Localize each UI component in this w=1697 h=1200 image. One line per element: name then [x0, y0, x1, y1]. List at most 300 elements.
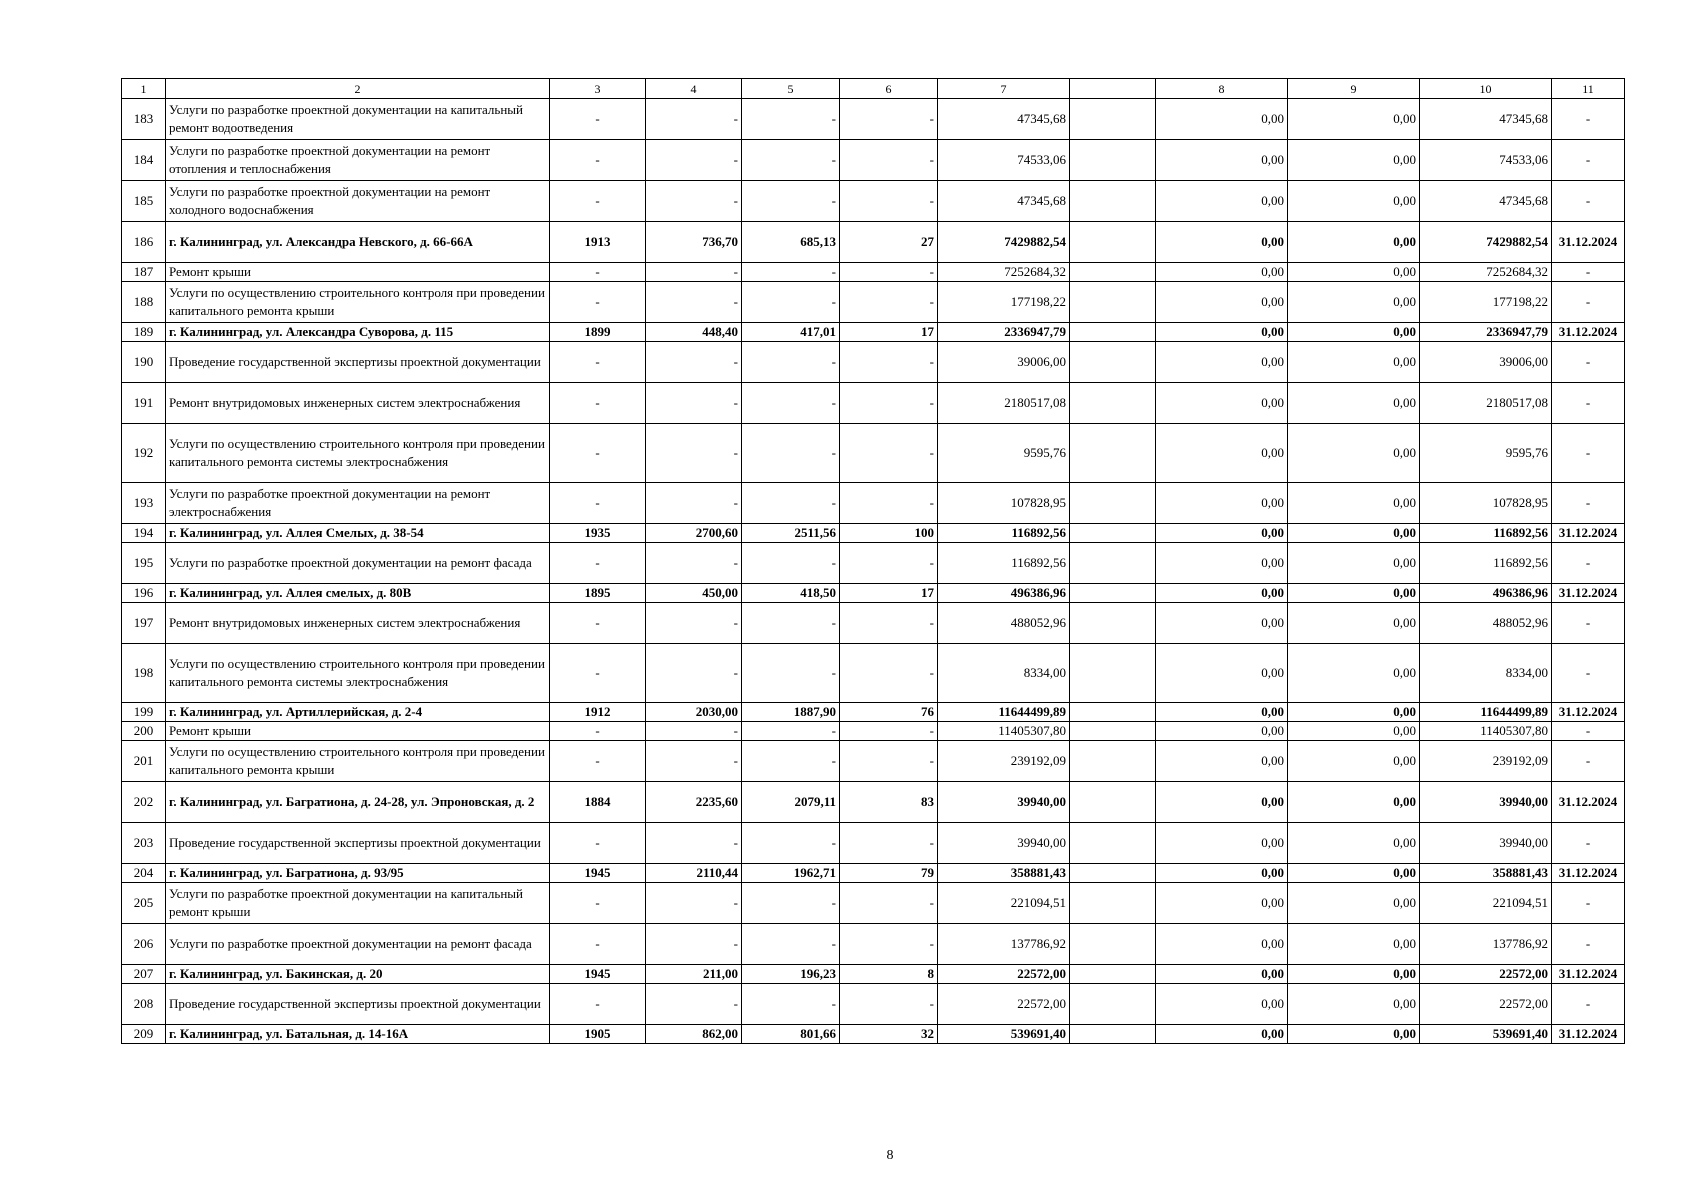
- row-number-cell: 203: [122, 823, 166, 864]
- year-cell: 1899: [550, 323, 646, 342]
- living-area-cell: 2079,11: [742, 782, 840, 823]
- total-area-cell: -: [646, 543, 742, 584]
- year-cell: -: [550, 603, 646, 644]
- work-item-row: [122, 483, 1625, 524]
- residents-cell: -: [840, 741, 938, 782]
- total-cost-cell: 2180517,08: [938, 383, 1070, 424]
- total-cost-cell: 488052,96: [938, 603, 1070, 644]
- total-cost-cell: 2336947,79: [938, 323, 1070, 342]
- living-area-cell: 196,23: [742, 965, 840, 984]
- fund-cost-cell: 0,00: [1156, 924, 1288, 965]
- living-area-cell: 417,01: [742, 323, 840, 342]
- residents-cell: -: [840, 99, 938, 140]
- living-area-cell: 2511,56: [742, 524, 840, 543]
- blank-cell: [1070, 483, 1156, 524]
- work-item-row: [122, 644, 1625, 703]
- year-cell: -: [550, 644, 646, 703]
- completion-date-cell: -: [1552, 424, 1625, 483]
- residents-cell: -: [840, 883, 938, 924]
- blank-cell: [1070, 924, 1156, 965]
- work-item-row: [122, 543, 1625, 584]
- budget-cost-cell: 0,00: [1288, 984, 1420, 1025]
- budget-cost-cell: 0,00: [1288, 424, 1420, 483]
- year-cell: -: [550, 140, 646, 181]
- residents-cell: 8: [840, 965, 938, 984]
- residents-cell: 79: [840, 864, 938, 883]
- blank-cell: [1070, 342, 1156, 383]
- owners-cost-cell: 107828,95: [1420, 483, 1552, 524]
- living-area-cell: 801,66: [742, 1025, 840, 1044]
- budget-cost-cell: 0,00: [1288, 263, 1420, 282]
- residents-cell: -: [840, 282, 938, 323]
- work-item-row: [122, 424, 1625, 483]
- budget-cost-cell: 0,00: [1288, 181, 1420, 222]
- header-cell: 6: [840, 79, 938, 99]
- work-description-cell: Услуги по разработке проектной документации на ремонт фасада: [166, 543, 550, 584]
- row-number-cell: 207: [122, 965, 166, 984]
- year-cell: -: [550, 543, 646, 584]
- work-description-cell: г. Калининград, ул. Аллея Смелых, д. 38-54: [166, 524, 550, 543]
- living-area-cell: -: [742, 342, 840, 383]
- residents-cell: -: [840, 483, 938, 524]
- living-area-cell: 1887,90: [742, 703, 840, 722]
- fund-cost-cell: 0,00: [1156, 263, 1288, 282]
- living-area-cell: -: [742, 984, 840, 1025]
- year-cell: -: [550, 483, 646, 524]
- row-number-cell: 201: [122, 741, 166, 782]
- living-area-cell: 685,13: [742, 222, 840, 263]
- total-area-cell: -: [646, 483, 742, 524]
- fund-cost-cell: 0,00: [1156, 603, 1288, 644]
- residents-cell: -: [840, 342, 938, 383]
- owners-cost-cell: 177198,22: [1420, 282, 1552, 323]
- total-cost-cell: 11405307,80: [938, 722, 1070, 741]
- work-item-row: [122, 282, 1625, 323]
- fund-cost-cell: 0,00: [1156, 584, 1288, 603]
- residents-cell: -: [840, 984, 938, 1025]
- blank-cell: [1070, 263, 1156, 282]
- row-number-cell: 187: [122, 263, 166, 282]
- completion-date-cell: 31.12.2024: [1552, 1025, 1625, 1044]
- header-cell: 7: [938, 79, 1070, 99]
- blank-cell: [1070, 524, 1156, 543]
- blank-cell: [1070, 99, 1156, 140]
- owners-cost-cell: 137786,92: [1420, 924, 1552, 965]
- building-row: [122, 864, 1625, 883]
- table-body: [122, 99, 1625, 1044]
- blank-cell: [1070, 1025, 1156, 1044]
- completion-date-cell: -: [1552, 823, 1625, 864]
- total-cost-cell: 9595,76: [938, 424, 1070, 483]
- owners-cost-cell: 7252684,32: [1420, 263, 1552, 282]
- year-cell: -: [550, 424, 646, 483]
- budget-cost-cell: 0,00: [1288, 883, 1420, 924]
- blank-cell: [1070, 864, 1156, 883]
- total-area-cell: -: [646, 282, 742, 323]
- total-cost-cell: 22572,00: [938, 984, 1070, 1025]
- year-cell: -: [550, 99, 646, 140]
- completion-date-cell: -: [1552, 263, 1625, 282]
- budget-cost-cell: 0,00: [1288, 722, 1420, 741]
- total-cost-cell: 7252684,32: [938, 263, 1070, 282]
- total-area-cell: -: [646, 741, 742, 782]
- budget-cost-cell: 0,00: [1288, 222, 1420, 263]
- blank-cell: [1070, 984, 1156, 1025]
- row-number-cell: 192: [122, 424, 166, 483]
- owners-cost-cell: 11644499,89: [1420, 703, 1552, 722]
- work-description-cell: Услуги по разработке проектной документации на капитальный ремонт крыши: [166, 883, 550, 924]
- residents-cell: -: [840, 644, 938, 703]
- header-cell: 11: [1552, 79, 1625, 99]
- work-description-cell: Услуги по разработке проектной документации на ремонт холодного водоснабжения: [166, 181, 550, 222]
- residents-cell: 100: [840, 524, 938, 543]
- total-area-cell: -: [646, 181, 742, 222]
- work-description-cell: Услуги по осуществлению строительного контроля при проведении капитального ремонта крыши: [166, 282, 550, 323]
- fund-cost-cell: 0,00: [1156, 524, 1288, 543]
- completion-date-cell: -: [1552, 603, 1625, 644]
- work-description-cell: Ремонт крыши: [166, 722, 550, 741]
- header-cell: 4: [646, 79, 742, 99]
- total-cost-cell: 74533,06: [938, 140, 1070, 181]
- owners-cost-cell: 221094,51: [1420, 883, 1552, 924]
- completion-date-cell: 31.12.2024: [1552, 323, 1625, 342]
- residents-cell: -: [840, 924, 938, 965]
- fund-cost-cell: 0,00: [1156, 782, 1288, 823]
- work-item-row: [122, 883, 1625, 924]
- living-area-cell: -: [742, 383, 840, 424]
- row-number-cell: 186: [122, 222, 166, 263]
- total-area-cell: -: [646, 722, 742, 741]
- row-number-cell: 194: [122, 524, 166, 543]
- work-item-row: [122, 140, 1625, 181]
- owners-cost-cell: 39006,00: [1420, 342, 1552, 383]
- year-cell: -: [550, 263, 646, 282]
- total-cost-cell: 47345,68: [938, 181, 1070, 222]
- header-cell: 2: [166, 79, 550, 99]
- work-item-row: [122, 984, 1625, 1025]
- total-cost-cell: 39940,00: [938, 823, 1070, 864]
- budget-cost-cell: 0,00: [1288, 99, 1420, 140]
- year-cell: -: [550, 924, 646, 965]
- work-description-cell: г. Калининград, ул. Батальная, д. 14-16А: [166, 1025, 550, 1044]
- total-area-cell: -: [646, 342, 742, 383]
- owners-cost-cell: 74533,06: [1420, 140, 1552, 181]
- blank-cell: [1070, 782, 1156, 823]
- fund-cost-cell: 0,00: [1156, 282, 1288, 323]
- year-cell: -: [550, 883, 646, 924]
- blank-cell: [1070, 883, 1156, 924]
- fund-cost-cell: 0,00: [1156, 703, 1288, 722]
- year-cell: 1884: [550, 782, 646, 823]
- fund-cost-cell: 0,00: [1156, 383, 1288, 424]
- total-cost-cell: 107828,95: [938, 483, 1070, 524]
- owners-cost-cell: 2336947,79: [1420, 323, 1552, 342]
- fund-cost-cell: 0,00: [1156, 984, 1288, 1025]
- total-area-cell: 736,70: [646, 222, 742, 263]
- residents-cell: -: [840, 543, 938, 584]
- row-number-cell: 206: [122, 924, 166, 965]
- owners-cost-cell: 9595,76: [1420, 424, 1552, 483]
- residents-cell: -: [840, 722, 938, 741]
- owners-cost-cell: 116892,56: [1420, 543, 1552, 584]
- living-area-cell: -: [742, 99, 840, 140]
- residents-cell: 83: [840, 782, 938, 823]
- total-cost-cell: 7429882,54: [938, 222, 1070, 263]
- building-row: [122, 584, 1625, 603]
- total-area-cell: -: [646, 644, 742, 703]
- year-cell: 1905: [550, 1025, 646, 1044]
- owners-cost-cell: 39940,00: [1420, 782, 1552, 823]
- budget-cost-cell: 0,00: [1288, 584, 1420, 603]
- row-number-cell: 199: [122, 703, 166, 722]
- completion-date-cell: -: [1552, 140, 1625, 181]
- living-area-cell: -: [742, 823, 840, 864]
- total-area-cell: 2110,44: [646, 864, 742, 883]
- total-cost-cell: 11644499,89: [938, 703, 1070, 722]
- row-number-cell: 191: [122, 383, 166, 424]
- fund-cost-cell: 0,00: [1156, 342, 1288, 383]
- residents-cell: 17: [840, 323, 938, 342]
- work-description-cell: г. Калининград, ул. Бакинская, д. 20: [166, 965, 550, 984]
- work-description-cell: Услуги по осуществлению строительного контроля при проведении капитального ремонта крыши: [166, 741, 550, 782]
- work-description-cell: г. Калининград, ул. Александра Суворова, д. 115: [166, 323, 550, 342]
- blank-cell: [1070, 603, 1156, 644]
- work-description-cell: Услуги по осуществлению строительного контроля при проведении капитального ремонта системы электроснабжения: [166, 424, 550, 483]
- total-area-cell: 2030,00: [646, 703, 742, 722]
- total-cost-cell: 496386,96: [938, 584, 1070, 603]
- completion-date-cell: 31.12.2024: [1552, 524, 1625, 543]
- owners-cost-cell: 2180517,08: [1420, 383, 1552, 424]
- work-item-row: [122, 263, 1625, 282]
- owners-cost-cell: 488052,96: [1420, 603, 1552, 644]
- budget-cost-cell: 0,00: [1288, 823, 1420, 864]
- living-area-cell: -: [742, 140, 840, 181]
- fund-cost-cell: 0,00: [1156, 1025, 1288, 1044]
- fund-cost-cell: 0,00: [1156, 741, 1288, 782]
- living-area-cell: -: [742, 924, 840, 965]
- row-number-cell: 185: [122, 181, 166, 222]
- work-description-cell: Проведение государственной экспертизы проектной документации: [166, 984, 550, 1025]
- budget-cost-cell: 0,00: [1288, 924, 1420, 965]
- row-number-cell: 197: [122, 603, 166, 644]
- completion-date-cell: 31.12.2024: [1552, 222, 1625, 263]
- completion-date-cell: -: [1552, 543, 1625, 584]
- living-area-cell: -: [742, 603, 840, 644]
- fund-cost-cell: 0,00: [1156, 323, 1288, 342]
- row-number-cell: 188: [122, 282, 166, 323]
- budget-cost-cell: 0,00: [1288, 323, 1420, 342]
- blank-cell: [1070, 703, 1156, 722]
- total-area-cell: -: [646, 603, 742, 644]
- total-area-cell: -: [646, 883, 742, 924]
- blank-cell: [1070, 823, 1156, 864]
- owners-cost-cell: 496386,96: [1420, 584, 1552, 603]
- total-area-cell: 2235,60: [646, 782, 742, 823]
- budget-cost-cell: 0,00: [1288, 524, 1420, 543]
- living-area-cell: -: [742, 644, 840, 703]
- blank-cell: [1070, 181, 1156, 222]
- fund-cost-cell: 0,00: [1156, 823, 1288, 864]
- residents-cell: 17: [840, 584, 938, 603]
- blank-cell: [1070, 222, 1156, 263]
- header-cell: 1: [122, 79, 166, 99]
- blank-cell: [1070, 543, 1156, 584]
- work-item-row: [122, 741, 1625, 782]
- total-cost-cell: 39006,00: [938, 342, 1070, 383]
- budget-cost-cell: 0,00: [1288, 703, 1420, 722]
- row-number-cell: 190: [122, 342, 166, 383]
- total-cost-cell: 137786,92: [938, 924, 1070, 965]
- total-area-cell: 2700,60: [646, 524, 742, 543]
- work-item-row: [122, 181, 1625, 222]
- owners-cost-cell: 47345,68: [1420, 181, 1552, 222]
- completion-date-cell: 31.12.2024: [1552, 965, 1625, 984]
- work-description-cell: Услуги по разработке проектной документации на ремонт отопления и теплоснабжения: [166, 140, 550, 181]
- owners-cost-cell: 539691,40: [1420, 1025, 1552, 1044]
- residents-cell: -: [840, 263, 938, 282]
- work-description-cell: Услуги по разработке проектной документации на ремонт фасада: [166, 924, 550, 965]
- living-area-cell: -: [742, 263, 840, 282]
- residents-cell: -: [840, 181, 938, 222]
- completion-date-cell: -: [1552, 644, 1625, 703]
- completion-date-cell: 31.12.2024: [1552, 584, 1625, 603]
- living-area-cell: -: [742, 424, 840, 483]
- budget-cost-cell: 0,00: [1288, 644, 1420, 703]
- fund-cost-cell: 0,00: [1156, 222, 1288, 263]
- completion-date-cell: 31.12.2024: [1552, 703, 1625, 722]
- fund-cost-cell: 0,00: [1156, 644, 1288, 703]
- building-row: [122, 703, 1625, 722]
- row-number-cell: 202: [122, 782, 166, 823]
- blank-cell: [1070, 741, 1156, 782]
- total-cost-cell: 539691,40: [938, 1025, 1070, 1044]
- budget-cost-cell: 0,00: [1288, 741, 1420, 782]
- year-cell: -: [550, 722, 646, 741]
- row-number-cell: 195: [122, 543, 166, 584]
- completion-date-cell: -: [1552, 722, 1625, 741]
- total-area-cell: -: [646, 383, 742, 424]
- completion-date-cell: -: [1552, 984, 1625, 1025]
- owners-cost-cell: 22572,00: [1420, 965, 1552, 984]
- work-description-cell: Услуги по осуществлению строительного контроля при проведении капитального ремонта системы электроснабжения: [166, 644, 550, 703]
- total-area-cell: 211,00: [646, 965, 742, 984]
- header-cell: [1070, 79, 1156, 99]
- budget-cost-cell: 0,00: [1288, 864, 1420, 883]
- owners-cost-cell: 39940,00: [1420, 823, 1552, 864]
- header-cell: 8: [1156, 79, 1288, 99]
- budget-cost-cell: 0,00: [1288, 282, 1420, 323]
- fund-cost-cell: 0,00: [1156, 965, 1288, 984]
- row-number-cell: 184: [122, 140, 166, 181]
- completion-date-cell: -: [1552, 342, 1625, 383]
- year-cell: -: [550, 741, 646, 782]
- work-description-cell: г. Калининград, ул. Александра Невского, д. 66-66А: [166, 222, 550, 263]
- residents-cell: -: [840, 424, 938, 483]
- completion-date-cell: -: [1552, 483, 1625, 524]
- column-number-header-row: [122, 79, 1625, 99]
- row-number-cell: 196: [122, 584, 166, 603]
- budget-cost-cell: 0,00: [1288, 483, 1420, 524]
- work-description-cell: г. Калининград, ул. Аллея смелых, д. 80В: [166, 584, 550, 603]
- work-item-row: [122, 823, 1625, 864]
- fund-cost-cell: 0,00: [1156, 181, 1288, 222]
- year-cell: -: [550, 823, 646, 864]
- row-number-cell: 208: [122, 984, 166, 1025]
- residents-cell: -: [840, 823, 938, 864]
- row-number-cell: 198: [122, 644, 166, 703]
- year-cell: -: [550, 181, 646, 222]
- fund-cost-cell: 0,00: [1156, 424, 1288, 483]
- completion-date-cell: -: [1552, 99, 1625, 140]
- residents-cell: -: [840, 383, 938, 424]
- total-area-cell: -: [646, 424, 742, 483]
- total-cost-cell: 358881,43: [938, 864, 1070, 883]
- fund-cost-cell: 0,00: [1156, 722, 1288, 741]
- living-area-cell: -: [742, 741, 840, 782]
- total-cost-cell: 177198,22: [938, 282, 1070, 323]
- row-number-cell: 189: [122, 323, 166, 342]
- living-area-cell: -: [742, 543, 840, 584]
- building-row: [122, 1025, 1625, 1044]
- budget-cost-cell: 0,00: [1288, 1025, 1420, 1044]
- year-cell: -: [550, 984, 646, 1025]
- completion-date-cell: 31.12.2024: [1552, 782, 1625, 823]
- work-description-cell: Проведение государственной экспертизы проектной документации: [166, 823, 550, 864]
- fund-cost-cell: 0,00: [1156, 483, 1288, 524]
- building-row: [122, 524, 1625, 543]
- total-area-cell: -: [646, 823, 742, 864]
- row-number-cell: 183: [122, 99, 166, 140]
- living-area-cell: -: [742, 282, 840, 323]
- work-description-cell: Ремонт внутридомовых инженерных систем электроснабжения: [166, 603, 550, 644]
- repair-program-table: [121, 78, 1625, 1044]
- building-row: [122, 965, 1625, 984]
- building-row: [122, 782, 1625, 823]
- owners-cost-cell: 47345,68: [1420, 99, 1552, 140]
- blank-cell: [1070, 965, 1156, 984]
- blank-cell: [1070, 323, 1156, 342]
- residents-cell: 76: [840, 703, 938, 722]
- residents-cell: 27: [840, 222, 938, 263]
- building-row: [122, 222, 1625, 263]
- year-cell: 1895: [550, 584, 646, 603]
- total-cost-cell: 221094,51: [938, 883, 1070, 924]
- row-number-cell: 204: [122, 864, 166, 883]
- budget-cost-cell: 0,00: [1288, 543, 1420, 584]
- living-area-cell: 1962,71: [742, 864, 840, 883]
- completion-date-cell: -: [1552, 741, 1625, 782]
- page-number: 8: [886, 1148, 894, 1163]
- budget-cost-cell: 0,00: [1288, 140, 1420, 181]
- living-area-cell: -: [742, 181, 840, 222]
- blank-cell: [1070, 584, 1156, 603]
- row-number-cell: 209: [122, 1025, 166, 1044]
- work-description-cell: Услуги по разработке проектной документации на капитальный ремонт водоотведения: [166, 99, 550, 140]
- work-item-row: [122, 342, 1625, 383]
- work-item-row: [122, 924, 1625, 965]
- row-number-cell: 200: [122, 722, 166, 741]
- work-item-row: [122, 722, 1625, 741]
- owners-cost-cell: 22572,00: [1420, 984, 1552, 1025]
- budget-cost-cell: 0,00: [1288, 342, 1420, 383]
- work-description-cell: Услуги по разработке проектной документации на ремонт электроснабжения: [166, 483, 550, 524]
- blank-cell: [1070, 424, 1156, 483]
- row-number-cell: 193: [122, 483, 166, 524]
- total-cost-cell: 8334,00: [938, 644, 1070, 703]
- completion-date-cell: -: [1552, 282, 1625, 323]
- work-description-cell: г. Калининград, ул. Багратиона, д. 93/95: [166, 864, 550, 883]
- living-area-cell: -: [742, 883, 840, 924]
